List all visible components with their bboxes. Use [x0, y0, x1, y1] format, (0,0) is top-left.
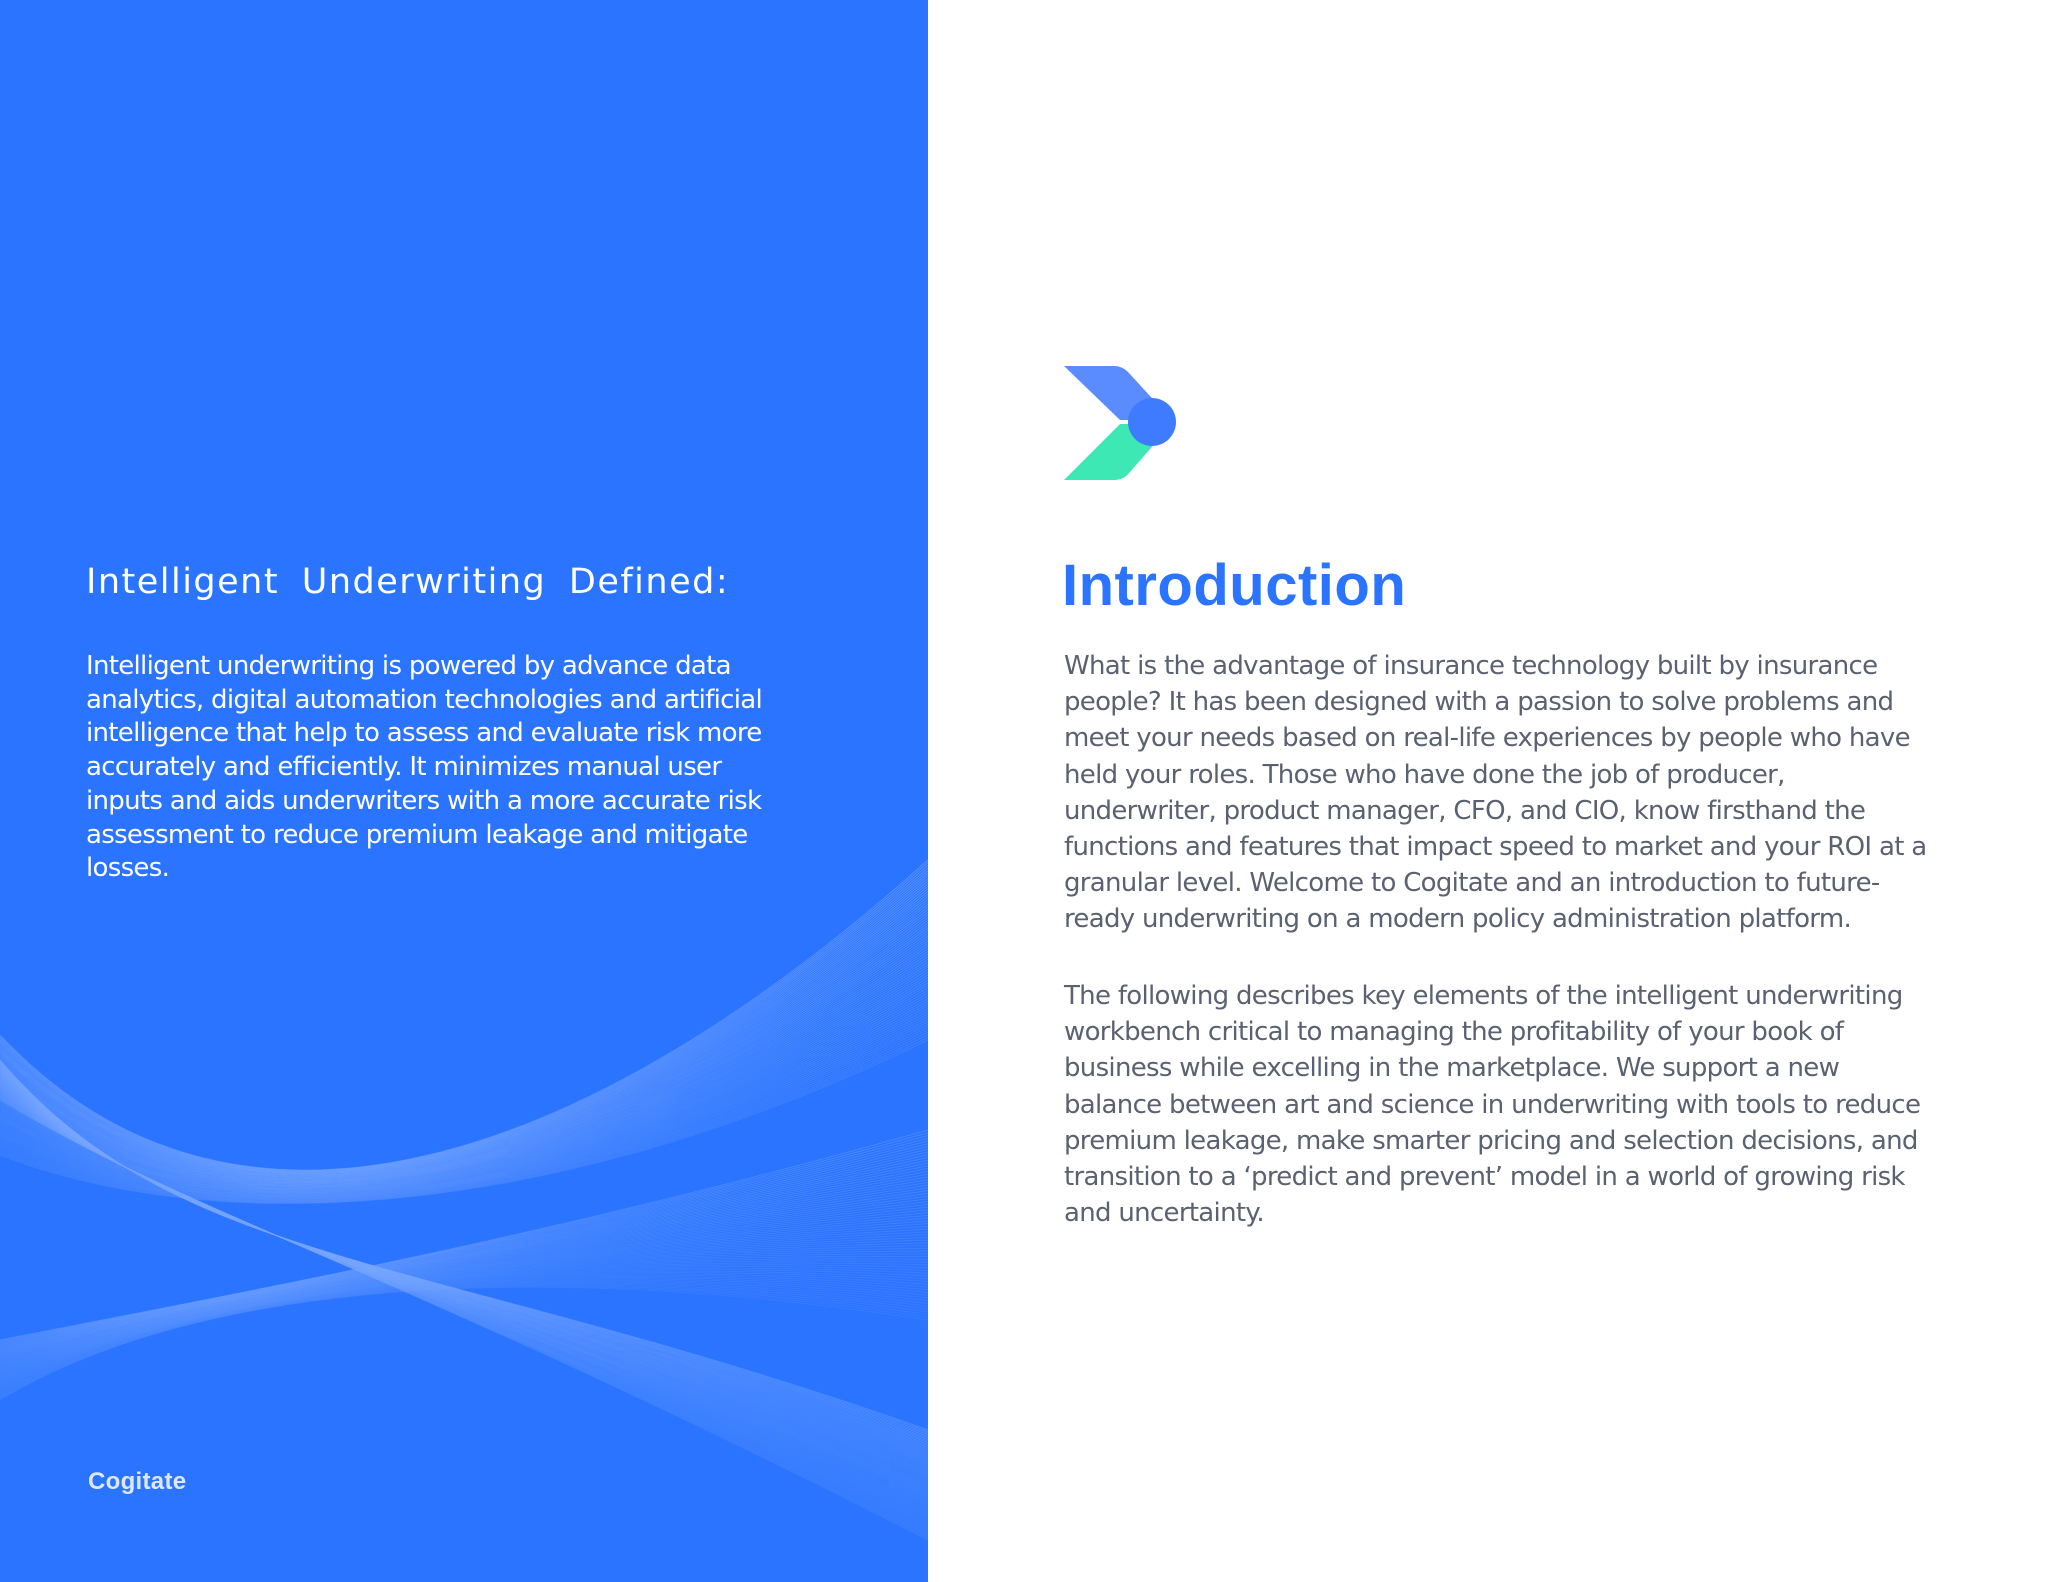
definition-text: Intelligent underwriting is powered by advance data analytics, digital automation technologies and artificial intelligence that help to assess and evaluate risk more accurately and efficiently. It minimizes manual user inputs and aids underwriters with a more accurate risk assessment to reduce premium leakage and mitigate losses. [86, 651, 763, 884]
page-title: Introduction [1062, 553, 1407, 618]
intro-paragraph-2: The following describes key elements of the intelligent underwriting workbench critical to managing the profitability of your book of business while excelling in the marketplace. We support a new balance between art and science in underwriting with tools to reduce premium leakage, make smarter pricing and selection decisions, and transition to a ‘predict and prevent’ model in a world of growing risk and uncertainty. [1064, 981, 1921, 1229]
cogitate-logo: Cogitate [88, 1468, 187, 1495]
intro-paragraph-1: What is the advantage of insurance technology built by insurance people? It has been designed with a passion to solve problems and meet your needs based on real-life experiences by people who have held your roles. Those who have done the job of producer, underwriter, product manager, CFO, and CIO, know firsthand the functions and features that impact speed to market and your ROI at a granular level. Welcome to Cogitate and an introduction to future-ready underwriting on a modern policy administration platform. [1064, 651, 1927, 935]
section-heading: Intelligent Underwriting Defined: [86, 562, 730, 602]
chevron-logo-icon [1062, 362, 1178, 484]
left-panel [0, 0, 928, 1582]
